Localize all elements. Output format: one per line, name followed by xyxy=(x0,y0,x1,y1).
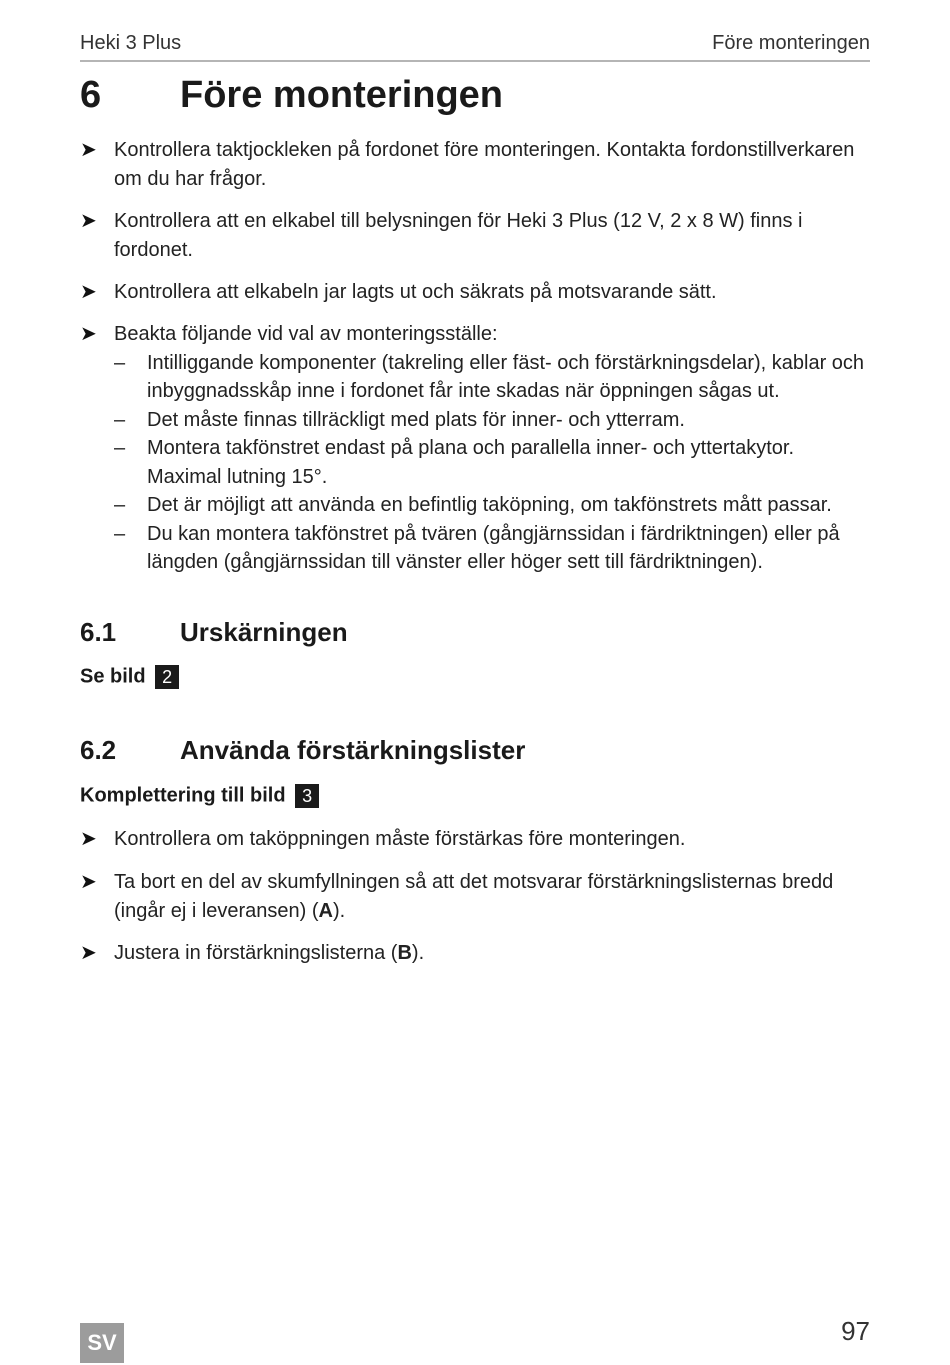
arrow-bullet-icon: ➤ xyxy=(80,139,97,161)
reinforcement-steps xyxy=(80,939,870,968)
arrow-bullet-icon: ➤ xyxy=(80,828,97,850)
figure-reference xyxy=(80,784,319,808)
list-item xyxy=(80,868,870,925)
arrow-bullet-icon: ➤ xyxy=(80,871,97,893)
section-heading-6-1 xyxy=(80,617,870,651)
list-item xyxy=(80,939,870,968)
sub-list-item xyxy=(80,434,870,491)
sub-list-item-text: Montera takfönstret endast på plana och parallella inner- och yttertakytor. Maximal lutning 15°. xyxy=(147,437,795,488)
chapter-number: 6 xyxy=(80,74,102,116)
step-text: Ta bort en del av skumfyllningen så att det motsvarar förstärkningslisternas bredd (ingår ej i leveransen) ( xyxy=(114,871,834,922)
list-item-text xyxy=(114,939,870,968)
step-text: Justera in förstärkningslisterna ( xyxy=(114,942,398,964)
section-number: 6.1 xyxy=(80,617,117,647)
sub-list-item-text: Du kan montera takfönstret på tvären (gångjärnssidan i färdriktningen) eller på längden (gångjärnssidan till vänster eller höger sett till färdriktningen). xyxy=(147,522,840,573)
list-item xyxy=(80,207,870,264)
callout-letter: B xyxy=(397,942,412,964)
list-item xyxy=(80,278,870,307)
sub-list-item-text: Intilliggande komponenter (takreling eller fäst- och förstärkningsdelar), kablar och inbyggnadsskåp inne i fordonet får inte skadas när öppningen sågas ut. xyxy=(147,351,865,402)
list-item-text: Beakta följande vid val av monteringsställe: xyxy=(114,323,498,345)
sub-list-item xyxy=(80,349,870,406)
list-item-text: Kontrollera om taköppningen måste förstärkas före monteringen. xyxy=(114,828,686,850)
figure-reference xyxy=(80,665,179,689)
step-text-after: ). xyxy=(411,942,425,964)
chapter-title: Före monteringen xyxy=(180,74,504,116)
sub-list-item xyxy=(80,491,870,520)
header-section-name: Före monteringen xyxy=(712,32,870,54)
callout-letter: A xyxy=(318,899,333,922)
intro-check-list xyxy=(80,207,870,264)
reinforcement-steps xyxy=(80,868,870,925)
figure-number-badge: 3 xyxy=(295,784,319,808)
mounting-location-list xyxy=(80,320,870,577)
list-item-text xyxy=(114,868,870,925)
arrow-bullet-icon: ➤ xyxy=(80,281,97,303)
list-item-text: Kontrollera att elkabeln jar lagts ut och säkrats på motsvarande sätt. xyxy=(114,281,717,303)
figure-number-badge: 2 xyxy=(155,665,179,689)
sub-list-item-text: Det är möjligt att använda en befintlig taköpning, om takfönstrets mått passar. xyxy=(147,494,832,516)
list-item xyxy=(80,136,870,193)
arrow-bullet-icon: ➤ xyxy=(80,942,97,964)
section-number: 6.2 xyxy=(80,735,117,765)
intro-check-list xyxy=(80,136,870,193)
sub-list-item xyxy=(80,406,870,435)
dash-bullet-icon: – xyxy=(114,351,126,374)
arrow-bullet-icon: ➤ xyxy=(80,210,97,232)
dash-bullet-icon: – xyxy=(114,408,126,431)
intro-check-list xyxy=(80,278,870,307)
page-header xyxy=(80,28,870,62)
list-item xyxy=(80,320,870,349)
figure-reference-label: Se bild xyxy=(80,665,146,688)
sub-list-item xyxy=(80,520,870,577)
list-item-text: Kontrollera att en elkabel till belysningen för Heki 3 Plus (12 V, 2 x 8 W) finns i fordonet. xyxy=(114,210,803,261)
arrow-bullet-icon: ➤ xyxy=(80,323,97,345)
dash-bullet-icon: – xyxy=(114,522,126,545)
list-item-text: Kontrollera taktjockleken på fordonet före monteringen. Kontakta fordonstillverkaren om du har frågor. xyxy=(114,139,855,190)
page-number: 97 xyxy=(841,1316,870,1346)
step-text-after: ). xyxy=(332,899,346,922)
list-item xyxy=(80,825,870,854)
section-title: Använda förstärkningslister xyxy=(180,735,526,765)
dash-bullet-icon: – xyxy=(114,437,126,459)
dash-bullet-icon: – xyxy=(114,494,126,516)
reinforcement-steps xyxy=(80,825,870,854)
sub-list-item-text: Det måste finnas tillräckligt med plats för inner- och ytterram. xyxy=(147,408,685,431)
language-badge: SV xyxy=(80,1323,124,1363)
section-heading-6-2 xyxy=(80,735,870,769)
section-title: Urskärningen xyxy=(180,617,348,647)
header-product-name: Heki 3 Plus xyxy=(80,32,182,54)
figure-reference-label: Komplettering till bild xyxy=(80,784,286,807)
